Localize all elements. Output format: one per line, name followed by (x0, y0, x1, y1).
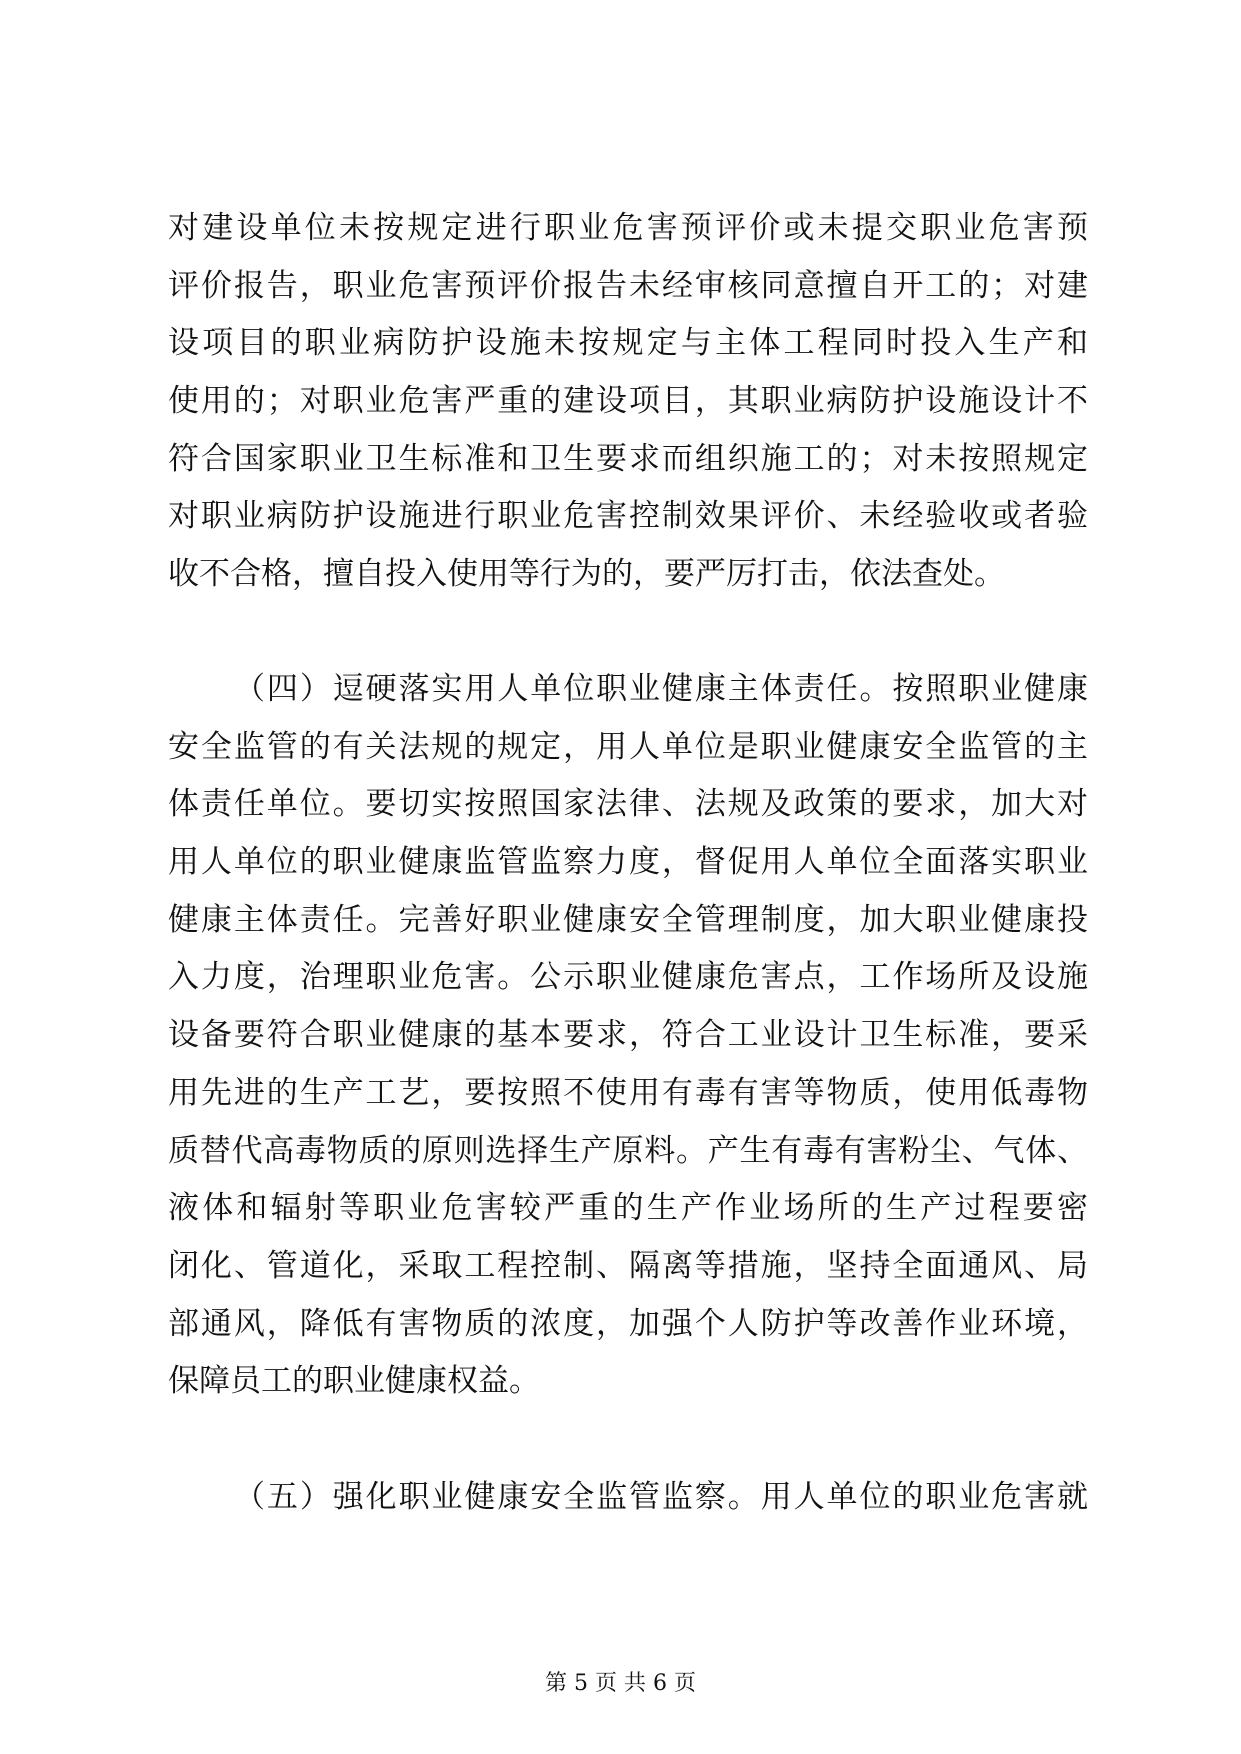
text-line: 质替代高毒物质的原则选择生产原料。产生有毒有害粉尘、气体、 (168, 1132, 1088, 1169)
text-line: 液体和辐射等职业危害较严重的生产作业场所的生产过程要密 (168, 1190, 1088, 1227)
text-line: 收不合格，擅自投入使用等行为的，要严厉打击，依法查处。 (168, 556, 1005, 593)
text-line: 用人单位的职业健康监管监察力度，督促用人单位全面落实职业 (168, 844, 1088, 881)
text-line: 入力度，治理职业危害。公示职业健康危害点，工作场所及设施 (168, 959, 1088, 996)
text-line: 设备要符合职业健康的基本要求，符合工业设计卫生标准，要采 (168, 1017, 1088, 1054)
text-line: 体责任单位。要切实按照国家法律、法规及政策的要求，加大对 (168, 786, 1088, 823)
text-line: 保障员工的职业健康权益。 (168, 1363, 540, 1400)
text-line: 使用的；对职业危害严重的建设项目，其职业病防护设施设计不 (168, 383, 1088, 420)
page-number: 第 5 页 共 6 页 (545, 1671, 696, 1696)
paragraph-section-four (168, 661, 1088, 1411)
text-line: 闭化、管道化，采取工程控制、隔离等措施，坚持全面通风、局 (168, 1247, 1088, 1284)
text-line: 设项目的职业病防护设施未按规定与主体工程同时投入生产和 (168, 325, 1088, 362)
paragraph-continuation (168, 200, 1088, 604)
text-line: 安全监管的有关法规的规定，用人单位是职业健康安全监管的主 (168, 728, 1088, 765)
text-line: 对职业病防护设施进行职业危害控制效果评价、未经验收或者验 (168, 498, 1088, 535)
text-line: （五）强化职业健康安全监管监察。用人单位的职业危害就 (234, 1479, 1088, 1515)
text-line: 用先进的生产工艺，要按照不使用有毒有害等物质，使用低毒物 (168, 1074, 1088, 1111)
text-line: 部通风，降低有害物质的浓度，加强个人防护等改善作业环境， (168, 1305, 1088, 1342)
text-line: 健康主体责任。完善好职业健康安全管理制度，加大职业健康投 (168, 901, 1088, 938)
text-line: （四）逗硬落实用人单位职业健康主体责任。按照职业健康 (234, 671, 1088, 707)
text-line: 符合国家职业卫生标准和卫生要求而组织施工的；对未按照规定 (168, 440, 1088, 477)
paragraph-section-five (168, 1469, 1088, 1527)
text-line: 对建设单位未按规定进行职业危害预评价或未提交职业危害预 (168, 210, 1088, 246)
text-line: 评价报告，职业危害预评价报告未经审核同意擅自开工的；对建 (168, 267, 1088, 304)
